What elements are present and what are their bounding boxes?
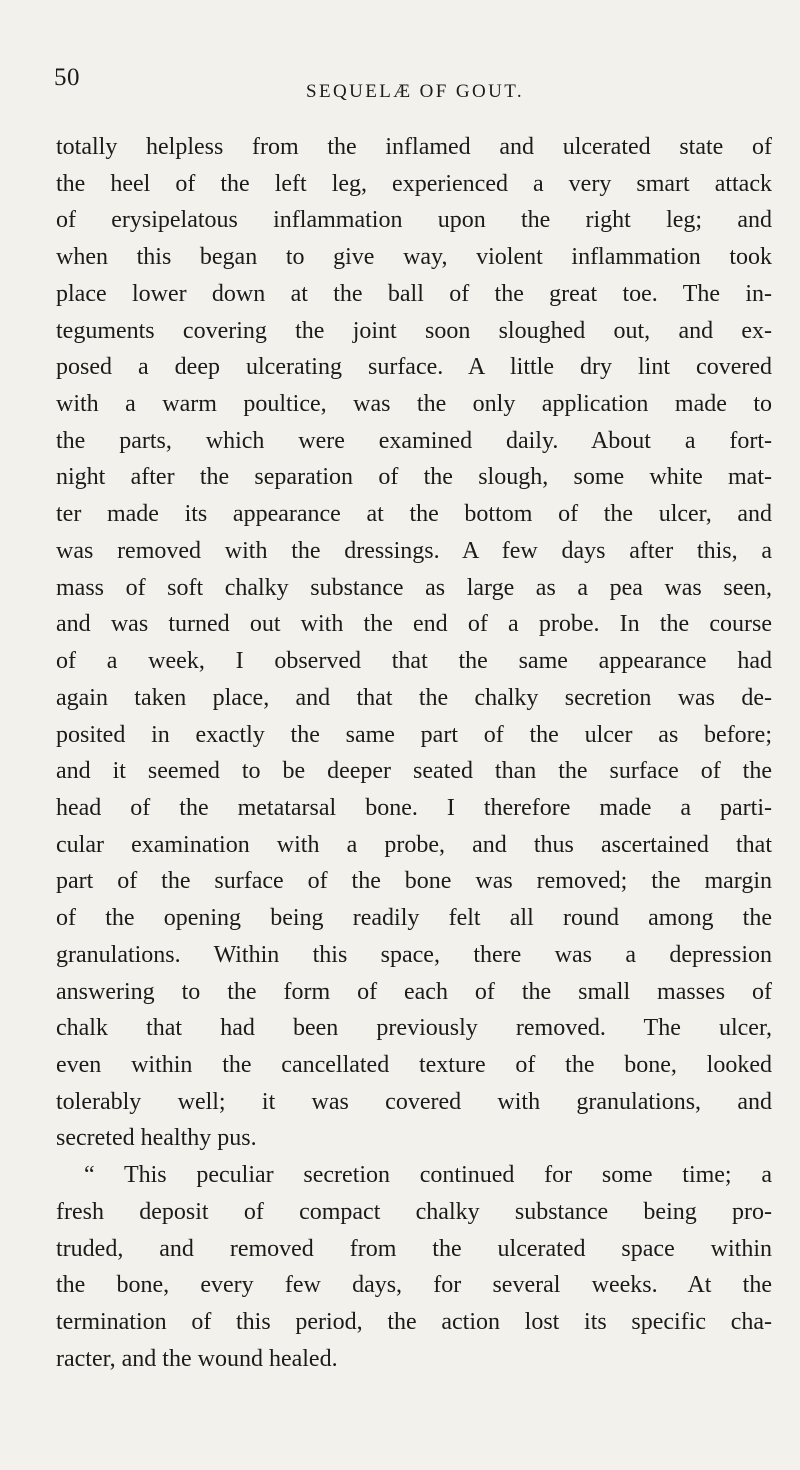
quote-paragraph-start-line: “ This peculiar secretion continued for some time; a (84, 1162, 772, 1189)
text-line: of a week, I observed that the same appearance had (56, 648, 772, 675)
text-line: place lower down at the ball of the great toe. The in- (56, 280, 772, 307)
body-text (56, 129, 772, 1377)
text-line: was removed with the dressings. A few days after this, a (56, 537, 772, 564)
text-line: the bone, every few days, for several weeks. At the (56, 1272, 772, 1299)
text-line: and was turned out with the end of a probe. In the course (56, 611, 772, 638)
text-line: granulations. Within this space, there was a depression (56, 941, 772, 968)
paragraph-end-line: secreted healthy pus. (56, 1125, 257, 1152)
text-line: head of the metatarsal bone. I therefore made a parti- (56, 794, 772, 821)
text-line: termination of this period, the action lost its specific cha- (56, 1309, 772, 1335)
text-line: again taken place, and that the chalky secretion was de- (56, 684, 772, 711)
text-line: of the opening being readily felt all round among the (56, 905, 772, 932)
text-line: mass of soft chalky substance as large as a pea was seen, (56, 574, 772, 601)
text-line: of erysipelatous inflammation upon the right leg; and (56, 207, 772, 234)
text-line: ter made its appearance at the bottom of the ulcer, and (56, 501, 772, 528)
text-line: cular examination with a probe, and thus ascertained that (56, 831, 772, 858)
text-line: the heel of the left leg, experienced a very smart attack (56, 170, 772, 197)
text-line: posited in exactly the same part of the ulcer as before; (56, 721, 772, 748)
text-line: the parts, which were examined daily. About a fort- (56, 427, 772, 454)
text-line: when this began to give way, violent inflammation took (56, 244, 772, 271)
text-line: answering to the form of each of the small masses of (56, 978, 772, 1005)
text-line: even within the cancellated texture of the bone, looked (56, 1051, 772, 1078)
text-line: posed a deep ulcerating surface. A little dry lint covered (56, 354, 772, 381)
text-line: teguments covering the joint soon sloughed out, and ex- (56, 317, 772, 344)
text-line: tolerably well; it was covered with granulations, and (56, 1088, 772, 1115)
text-line: with a warm poultice, was the only application made to (56, 391, 772, 418)
page-number: 50 (54, 64, 80, 91)
text-line: part of the surface of the bone was removed; the margin (56, 868, 772, 895)
text-line: fresh deposit of compact chalky substance being pro- (56, 1198, 772, 1225)
running-head: SEQUELÆ OF GOUT. (305, 81, 525, 102)
text-line: totally helpless from the inflamed and ulcerated state of (56, 134, 772, 160)
text-line: night after the separation of the slough, some white mat- (56, 464, 772, 491)
paragraph-end-line: racter, and the wound healed. (56, 1345, 338, 1372)
text-line: and it seemed to be deeper seated than the surface of the (56, 758, 772, 785)
text-line: chalk that had been previously removed. The ulcer, (56, 1015, 772, 1042)
text-line: truded, and removed from the ulcerated space within (56, 1235, 772, 1262)
